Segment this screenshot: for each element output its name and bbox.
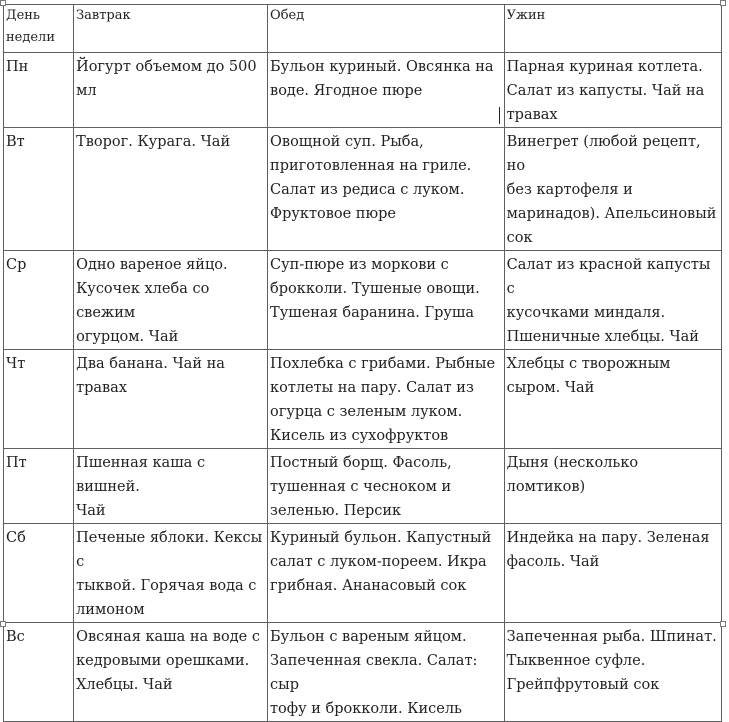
lunch-text: Бульон с вареным яйцом. Запеченная свекла. Салат: сыр тофу и брокколи. Кисель <box>270 629 478 717</box>
resize-handle-bottom-right[interactable] <box>720 621 726 627</box>
dinner-text: Дыня (несколько ломтиков) <box>506 455 639 495</box>
dinner-text: Парная куриная котлета. Салат из капусты. Чай на травах <box>506 59 705 123</box>
day-cell[interactable] <box>4 524 74 623</box>
day-text: Вс <box>6 629 25 645</box>
header-cell-dinner[interactable] <box>504 5 721 53</box>
day-text: Вт <box>6 134 25 150</box>
breakfast-text: Одно вареное яйцо. Кусочек хлеба со свежим огурцом. Чай <box>76 257 228 345</box>
resize-handle-bottom-left[interactable] <box>0 621 6 627</box>
lunch-cell[interactable] <box>268 53 505 128</box>
lunch-text: Овощной суп. Рыба, приготовленная на гриле. Салат из редиса с луком. Фруктовое пюре <box>270 134 472 222</box>
lunch-cell[interactable] <box>268 128 505 251</box>
resize-handle-top-right[interactable] <box>720 0 726 6</box>
day-text: Ср <box>6 257 27 273</box>
lunch-cell[interactable] <box>268 524 505 623</box>
breakfast-text: Пшенная каша с вишней. Чай <box>76 455 206 519</box>
header-breakfast-text: Завтрак <box>76 8 131 23</box>
breakfast-cell[interactable] <box>74 251 268 350</box>
header-dinner-text: Ужин <box>506 8 546 23</box>
dinner-text: Хлебцы с творожным сыром. Чай <box>506 356 671 396</box>
dinner-cell[interactable] <box>504 524 721 623</box>
breakfast-text: Йогурт объемом до 500 мл <box>76 59 257 99</box>
dinner-cell[interactable] <box>504 449 721 524</box>
dinner-cell[interactable] <box>504 128 721 251</box>
breakfast-cell[interactable] <box>74 350 268 449</box>
resize-handle-top-left[interactable] <box>0 0 6 6</box>
dinner-text: Винегрет (любой рецепт, но без картофеля и маринадов). Апельсиновый сок <box>506 134 717 246</box>
breakfast-text: Овсяная каша на воде с кедровыми орешками. Хлебцы. Чай <box>76 629 260 693</box>
text-cursor <box>499 107 500 124</box>
breakfast-text: Творог. Курага. Чай <box>76 134 231 150</box>
meal-plan-table-wrapper <box>3 4 722 722</box>
header-cell-lunch[interactable] <box>268 5 505 53</box>
header-cell-breakfast[interactable] <box>74 5 268 53</box>
table-row-wednesday <box>4 251 722 350</box>
table-row-saturday <box>4 524 722 623</box>
lunch-cell[interactable] <box>268 449 505 524</box>
day-cell[interactable] <box>4 251 74 350</box>
breakfast-text: Печеные яблоки. Кексы с тыквой. Горячая вода с лимоном <box>76 530 263 618</box>
dinner-text: Запеченная рыба. Шпинат. Тыквенное суфле. Грейпфрутовый сок <box>506 629 717 693</box>
breakfast-cell[interactable] <box>74 623 268 722</box>
dinner-cell[interactable] <box>504 251 721 350</box>
day-cell[interactable] <box>4 128 74 251</box>
dinner-text: Индейка на пару. Зеленая фасоль. Чай <box>506 530 710 570</box>
breakfast-cell[interactable] <box>74 128 268 251</box>
lunch-cell[interactable] <box>268 623 505 722</box>
table-row-tuesday <box>4 128 722 251</box>
day-cell[interactable] <box>4 53 74 128</box>
breakfast-cell[interactable] <box>74 53 268 128</box>
lunch-text: Куриный бульон. Капустный салат с луком-пореем. Икра грибная. Ананасовый сок <box>270 530 492 594</box>
header-row <box>4 5 722 53</box>
lunch-text: Бульон куриный. Овсянка на воде. Ягодное пюре <box>270 59 494 99</box>
lunch-text: Постный борщ. Фасоль, тушенная с чесноком и зеленью. Персик <box>270 455 452 519</box>
lunch-cell[interactable] <box>268 251 505 350</box>
day-text: Пт <box>6 455 27 471</box>
meal-plan-table[interactable] <box>3 4 722 722</box>
dinner-cell[interactable] <box>504 53 721 128</box>
header-day-text: День недели <box>6 8 55 45</box>
day-cell[interactable] <box>4 350 74 449</box>
day-text: Пн <box>6 59 29 75</box>
table-row-monday <box>4 53 722 128</box>
table-row-thursday <box>4 350 722 449</box>
dinner-cell[interactable] <box>504 623 721 722</box>
day-text: Чт <box>6 356 26 372</box>
lunch-text: Суп-пюре из моркови с брокколи. Тушеные овощи. Тушеная баранина. Груша <box>270 257 480 321</box>
lunch-cell[interactable] <box>268 350 505 449</box>
header-lunch-text: Обед <box>270 8 305 23</box>
dinner-text: Салат из красной капусты с кусочками миндаля. Пшеничные хлебцы. Чай <box>506 257 711 345</box>
breakfast-cell[interactable] <box>74 449 268 524</box>
breakfast-text: Два банана. Чай на травах <box>76 356 225 396</box>
day-cell[interactable] <box>4 623 74 722</box>
dinner-cell[interactable] <box>504 350 721 449</box>
table-row-friday <box>4 449 722 524</box>
day-text: Сб <box>6 530 26 546</box>
lunch-text: Похлебка с грибами. Рыбные котлеты на пару. Салат из огурца с зеленым луком. Кисель из сухофруктов <box>270 356 496 444</box>
header-cell-day[interactable] <box>4 5 74 53</box>
breakfast-cell[interactable] <box>74 524 268 623</box>
day-cell[interactable] <box>4 449 74 524</box>
table-row-sunday <box>4 623 722 722</box>
